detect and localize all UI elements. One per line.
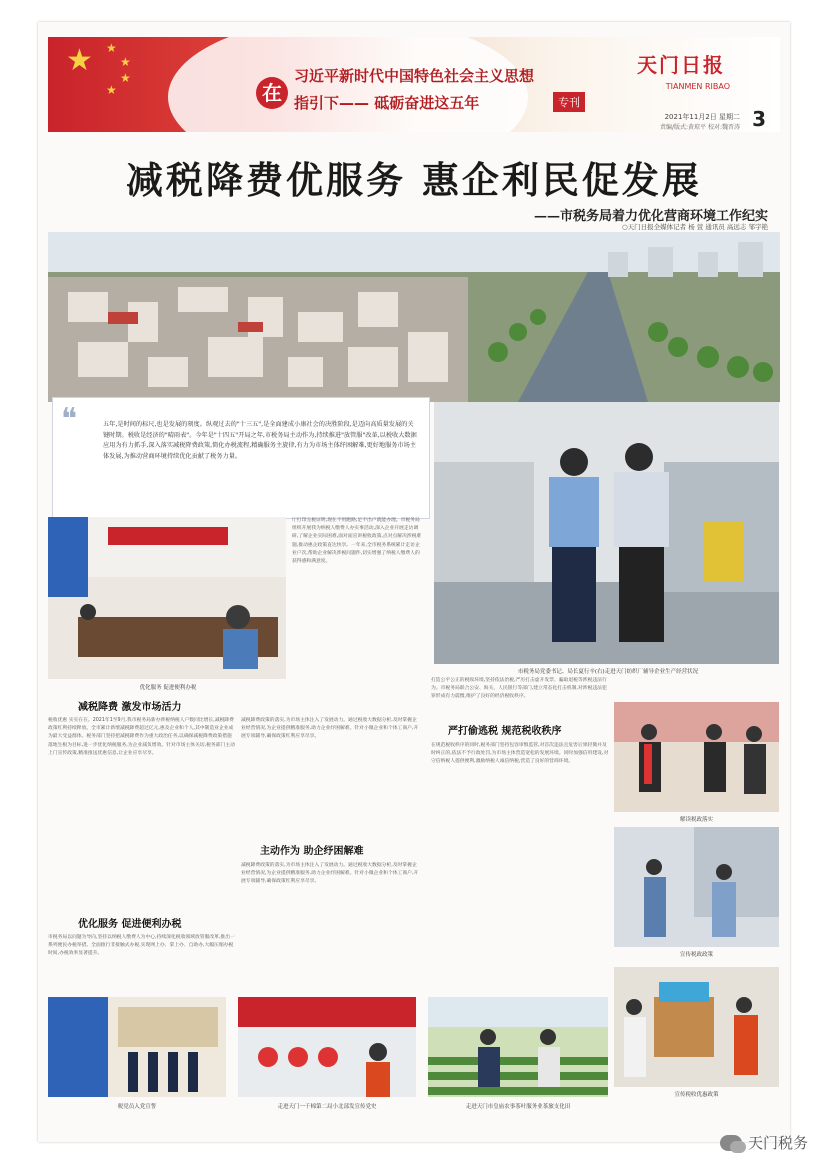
subheadline: ——市税务局着力优化营商环境工作纪实: [533, 209, 768, 224]
policy-promo-photo: [614, 827, 779, 947]
section-head-2: 优化服务 促进便利办税: [78, 919, 182, 930]
star-icon: ★: [66, 43, 93, 78]
section-head-1: 减税降费 激发市场活力: [78, 702, 182, 713]
body-text-4: 减税降费政策的落实,为市场主体注入了发展动力。通过税收大数据分析,及时掌握企业经营情况,为企业提供精准服务,助力企业纾困解难。针对小微企业和个体工商户,开展专项辅导,确保政策红利应享尽享。: [241, 718, 419, 740]
star-icon: ★: [106, 83, 117, 97]
body-text-3b: 减税降费政策的落实,为市场主体注入了发展动力。通过税收大数据分析,及时掌握企业经营情况,为企业提供精准服务,助力企业纾困解难。针对小微企业和个体工商户,开展专项辅导,确保政策红利应享尽享。: [241, 863, 419, 885]
newspaper-page: [38, 22, 790, 1142]
caption-meeting: 优化服务 促进便利办税: [139, 685, 197, 691]
watermark-text: 天门税务: [747, 1134, 808, 1152]
watermark: [720, 1132, 808, 1153]
section-head-4: 严打偷逃税 规范税收秩序: [448, 726, 562, 737]
star-icon: ★: [106, 41, 117, 55]
meeting-photo: [48, 517, 286, 679]
caption-factory-visit: 市税务局党委书记、局长夏行辛(右)走进天门纺织厂辅导企业生产经营状况: [517, 669, 699, 675]
tax-incentive-photo: [614, 967, 779, 1087]
caption-policy-promo: 宣传税政政策: [679, 952, 713, 958]
body-text-1: 税收优惠 实实在在。2021年1至9月,我市税务局新办涉税纳税人户数同比增长,减税降费政策红利持续释放。全市累计新增减税降费超过亿元,惠及企业和个人,其中制造业企业成为最大受益群体。税务部门坚持把减税降费作为重大政治任务,以确保减税降费政策措施落地生根为目标,进一步优化纳税服务,为企业减负增效。针对市场主体关切,税务部门主动上门宣传政策,精准推送优惠信息,让企业应享尽享。: [48, 718, 235, 756]
zai-emblem: 在: [256, 77, 288, 109]
section-head-3: 主动作为 助企纾困解难: [260, 846, 364, 857]
banner-title-line1: 习近平新时代中国特色社会主义思想: [294, 67, 535, 85]
page-number: 3: [752, 107, 766, 131]
newspaper-logo: 天门日报: [637, 53, 725, 77]
factory-visit-photo: [434, 402, 779, 664]
tea-farm-photo: [428, 997, 608, 1097]
banner-title-line2: 指引下—— 砥砺奋进这五年: [294, 94, 480, 112]
caption-tea-farm: 走进天门市皇庙农事茶叶服务业茶旅支化田: [465, 1104, 571, 1110]
caption-policy-explain: 解读税政落实: [679, 817, 713, 823]
party-oath-photo: [48, 997, 226, 1097]
body-text-2: 市税务局以问题为导向,坚持以纳税人缴费人为中心,持续深化税收领域放管服改革,推出一系列便民办税举措。全面推行非接触式办税,实现网上办、掌上办、自助办,大幅压缩办税时间,办税效率显著提升。: [48, 935, 235, 957]
star-icon: ★: [120, 71, 131, 85]
quote-icon: ❝: [61, 402, 78, 437]
issue-date: 2021年11月2日 星期二: [664, 113, 740, 121]
caption-tax-incentive: 宣传税收优惠政策: [674, 1092, 719, 1098]
policy-explain-photo: [614, 702, 779, 812]
body-text-3: 厅打印完税证明,现在不用跑路,足不出户就能办理。市税务局组织开展我为纳税人缴费人办实事活动,深入企业开展走访调研,了解企业实际困难,面对面宣讲税收政策,点对点解决涉税难题,推动惠企政策直达快享。一年来,全市税务系统累计走访企业户次,帮助企业解决涉税问题件,切实增强了纳税人缴费人的获得感和满意度。: [292, 518, 422, 565]
hero-aerial-photo: [48, 232, 780, 402]
lead-paragraph-box: [52, 397, 430, 519]
main-headline: 减税降费优服务 惠企利民促发展: [126, 158, 702, 202]
party-history-photo: [238, 997, 416, 1097]
body-text-5a: 打造公平公正的税收环境,坚持依法治税,严厉打击虚开发票、骗取退税等涉税违法行为。市税务局联合公安、海关、人民银行等部门,建立常态化打击机制,对涉税违法犯罪形成有力震慑,维护了良好的经济税收秩序。: [431, 678, 607, 700]
special-badge: 专刊: [553, 92, 585, 112]
newspaper-logo-en: TIANMEN RIBAO: [665, 82, 730, 91]
wechat-icon: [720, 1135, 742, 1151]
byline: ○天门日报全媒体记者 杨 萱 通讯员 高远志 邹宇艳: [621, 223, 768, 231]
caption-party-oath: 税党员入党宣誓: [117, 1104, 157, 1110]
lead-paragraph: 五年,是时间的标尺,也是发展的刻度。纵观过去的"十三五",是全面建成小康社会的决胜阶段,是迈向高质量发展的关键时期。税收是经济的"晴雨表"。今年是"十四五"开局之年,市税务局主动作为,持续推进"放管服"改革,以税收大数据应用为有力抓手,深入落实减税降费政策,简化办税流程,精确服务主旋律,有力为市场主体纾困解难,更好地服务市场主体发展,为推动营商环境持续优化贡献了税务力量。: [103, 421, 417, 460]
body-text-6: 在规范税收秩序的同时,税务部门坚持包容审慎监管,对首次违法且危害后果轻微并及时纠正的,依法不予行政处罚,为市场主体营造宽松的发展环境。同时加强信用建设,对守信纳税人提供便利,激励纳税人诚信纳税,营造了良好的营商环境。: [431, 743, 609, 765]
caption-party-history: 走进天门一千棉第二局小北部发宣传党史: [277, 1104, 377, 1110]
editor-credit: 责编/版式:黄琼平 校对:魏晋涛: [660, 124, 740, 131]
masthead-banner: [48, 37, 780, 132]
star-icon: ★: [120, 55, 131, 69]
